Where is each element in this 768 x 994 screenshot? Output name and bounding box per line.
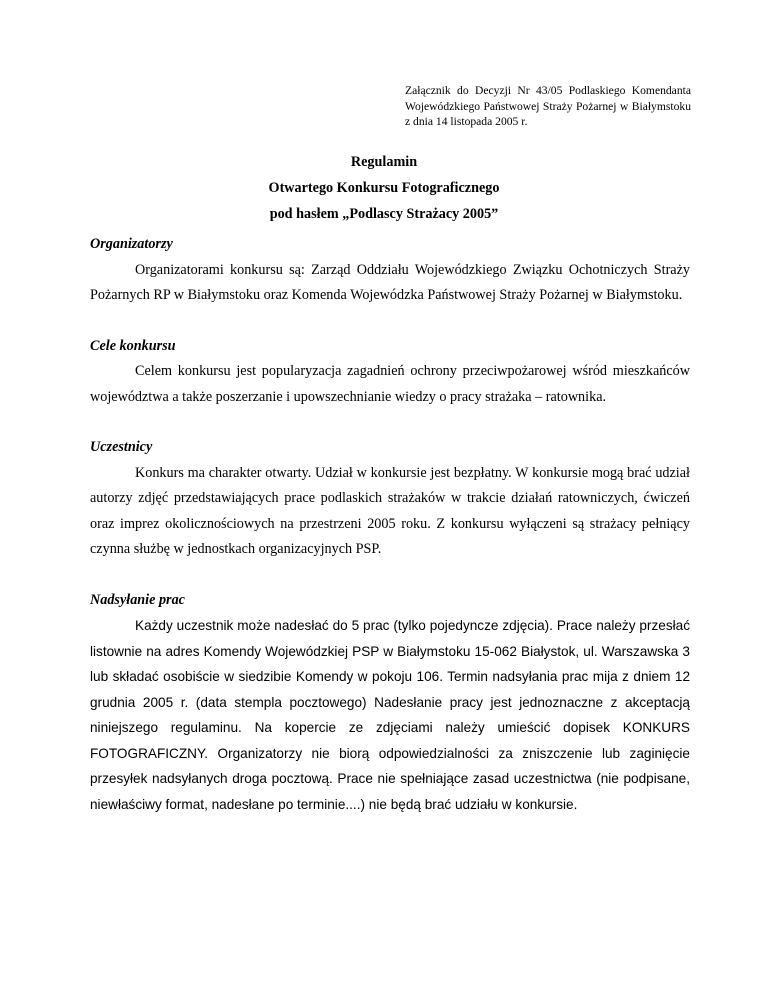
title-line-1: Regulamin [350, 154, 418, 170]
section-heading: Cele konkursu [90, 337, 176, 354]
section-paragraph: Konkurs ma charakter otwarty. Udział w konkursie jest bezpłatny. W konkursie mogą brać udział autorzy zdjęć przedstawiających prace podlaskich strażaków w trakcie działań ratowniczych, ćwiczeń oraz imprez okolicznościowych na przestrzeni 2005 roku. Z konkursu wyłączeni są strażacy pełniący czynna służbę w jednostkach organizacyjnych PSP. [90, 464, 690, 557]
document-title [0, 149, 768, 227]
section-heading: Uczestnicy [90, 439, 153, 455]
section-goals [90, 334, 690, 411]
section-paragraph: Celem konkursu jest popularyzacja zagadnień ochrony przeciwpożarowej wśród mieszkańców województwa a także poszerzanie i upowszechnianie wiedzy o pracy strażaka – ratownika. [90, 363, 690, 405]
section-paragraph: Każdy uczestnik może nadesłać do 5 prac (tylko pojedyncze zdjęcia). Prace należy przesłać listownie na adres Komendy Wojewódzkiej PSP w Białymstoku 15-062 Białystok, ul. Warszawska 3 lub składać osobiście w siedzibie Komendy w pokoju 106. Termin nadsyłania prac mija z dniem 12 grudnia 2005 r. (data stempla pocztowego) Nadesłanie pracy jest jednoznaczne z akceptacją niniejszego regulaminu. Na kopercie ze zdjęciami należy umieścić dopisek KONKURS FOTOGRAFICZNY. Organizatorzy nie biorą odpowiedzialności za zniszczenie lub zaginięcie przesyłek nadsyłanych droga pocztową. Prace nie spełniające zasad uczestnictwa (nie podpisane, niewłaściwy format, nadesłane po terminie....) nie będą brać udziału w konkursie. [90, 618, 690, 812]
title-line-3: pod hasłem „Podlascy Strażacy 2005” [269, 206, 499, 222]
section-paragraph: Organizatorami konkursu są: Zarząd Oddziału Wojewódzkiego Związku Ochotniczych Straży Pożarnych RP w Białymstoku oraz Komenda Wojewódzka Państwowej Straży Pożarnej w Białymstoku. [90, 261, 690, 303]
section-submission [90, 588, 690, 818]
section-heading: Nadsyłanie prac [90, 591, 185, 608]
title-line-2: Otwartego Konkursu Fotograficznego [268, 180, 500, 196]
section-heading: Organizatorzy [90, 236, 173, 252]
document-body [90, 232, 690, 842]
section-organizers [90, 232, 690, 309]
annex-note: Załącznik do Decyzji Nr 43/05 Podlaskiego Komendanta Wojewódzkiego Państwowej Straży Pożarnej w Białymstoku z dnia 14 listopada 2005 r. [405, 84, 691, 128]
section-participants [90, 435, 690, 563]
